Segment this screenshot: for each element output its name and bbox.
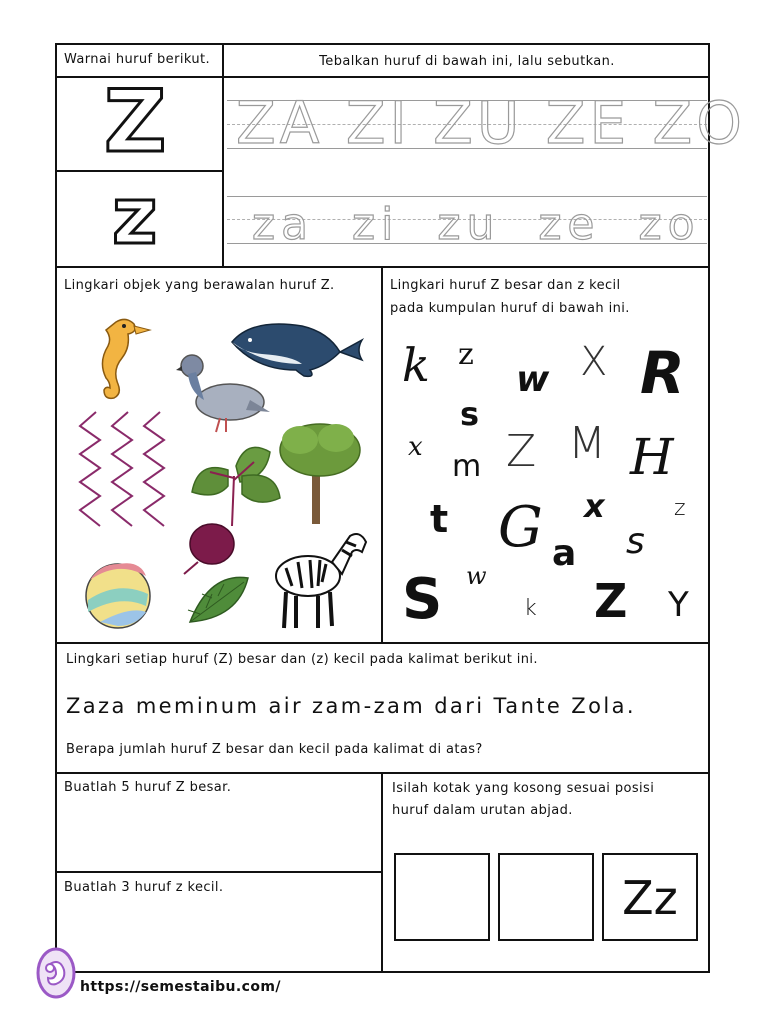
- sentence-text[interactable]: Zaza meminum air zam-zam dari Tante Zola.: [66, 694, 636, 718]
- letter-x[interactable]: x: [408, 432, 423, 462]
- uppercase-write-task: Buatlah 5 huruf Z besar.: [64, 780, 232, 795]
- divider: [55, 871, 382, 873]
- letter-k[interactable]: k: [402, 338, 430, 392]
- letter-m[interactable]: m: [452, 449, 482, 484]
- uppercase-trace-line[interactable]: ZA ZI ZU ZE ZO: [236, 89, 746, 157]
- divider: [222, 43, 224, 268]
- ball-image[interactable]: [86, 563, 150, 628]
- letter-a[interactable]: a: [552, 533, 577, 574]
- objects-picture: [60, 300, 378, 638]
- tracing-heading: Tebalkan huruf di bawah ini, lalu sebutkan.: [319, 54, 615, 69]
- letter-z-small[interactable]: z: [674, 496, 686, 521]
- pigeon-image[interactable]: [176, 355, 270, 432]
- pregnancy-logo-icon: [34, 946, 78, 1000]
- letter-w[interactable]: w: [516, 359, 550, 400]
- letters-heading-line2: pada kumpulan huruf di bawah ini.: [390, 301, 630, 316]
- uppercase-write-area[interactable]: [58, 800, 378, 868]
- letter-x-upper[interactable]: X: [580, 339, 608, 385]
- seahorse-image[interactable]: [102, 319, 150, 398]
- letter-s[interactable]: s: [460, 395, 480, 433]
- order-instruction-line2: huruf dalam urutan abjad.: [392, 803, 573, 818]
- letter-x-bold[interactable]: x: [584, 487, 605, 525]
- letter-box-zz: Zz: [602, 853, 698, 941]
- tree-image[interactable]: [280, 424, 360, 524]
- whale-image[interactable]: [232, 324, 362, 376]
- empty-letter-box-2[interactable]: [498, 853, 594, 941]
- footer-url[interactable]: https://semestaibu.com/: [80, 979, 281, 995]
- lowercase-trace-line[interactable]: za zi zu ze zo: [252, 199, 701, 250]
- hollow-uppercase-z[interactable]: Z: [104, 72, 167, 172]
- letter-k-small[interactable]: k: [524, 596, 537, 621]
- zebra-image[interactable]: [276, 534, 366, 628]
- letter-r[interactable]: R: [640, 339, 685, 407]
- empty-letter-box-1[interactable]: [394, 853, 490, 941]
- letter-h[interactable]: H: [630, 428, 674, 486]
- zigzag-image[interactable]: [80, 412, 164, 526]
- letters-heading-line1: Lingkari huruf Z besar dan z kecil: [390, 278, 621, 293]
- beetroot-image[interactable]: [184, 447, 280, 574]
- lowercase-write-task: Buatlah 3 huruf z kecil.: [64, 880, 224, 895]
- letter-t[interactable]: t: [430, 497, 449, 541]
- letter-m-upper[interactable]: M: [568, 418, 606, 469]
- letter-z-upper[interactable]: Z: [506, 426, 537, 477]
- divider: [381, 266, 383, 644]
- sentence-question: Berapa jumlah huruf Z besar dan kecil pada kalimat di atas?: [66, 742, 483, 757]
- letter-g[interactable]: G: [498, 495, 543, 560]
- letter-s-upper[interactable]: S: [402, 567, 443, 632]
- order-instruction-line1: Isilah kotak yang kosong sesuai posisi: [392, 781, 655, 796]
- letter-s-italic[interactable]: s: [626, 521, 645, 562]
- letter-z[interactable]: z: [458, 337, 474, 372]
- letter-y[interactable]: Y: [668, 585, 689, 625]
- divider: [55, 642, 710, 644]
- hollow-lowercase-z[interactable]: z: [112, 172, 158, 262]
- letter-z-bold[interactable]: Z: [594, 574, 628, 628]
- objects-heading: Lingkari objek yang berawalan huruf Z.: [64, 278, 335, 293]
- coloring-heading: Warnai huruf berikut.: [64, 52, 211, 67]
- sentence-instruction: Lingkari setiap huruf (Z) besar dan (z) kecil pada kalimat berikut ini.: [66, 652, 538, 667]
- leaf-image[interactable]: [188, 577, 248, 622]
- letter-w-script[interactable]: w: [466, 562, 487, 590]
- lowercase-write-area[interactable]: [58, 900, 378, 970]
